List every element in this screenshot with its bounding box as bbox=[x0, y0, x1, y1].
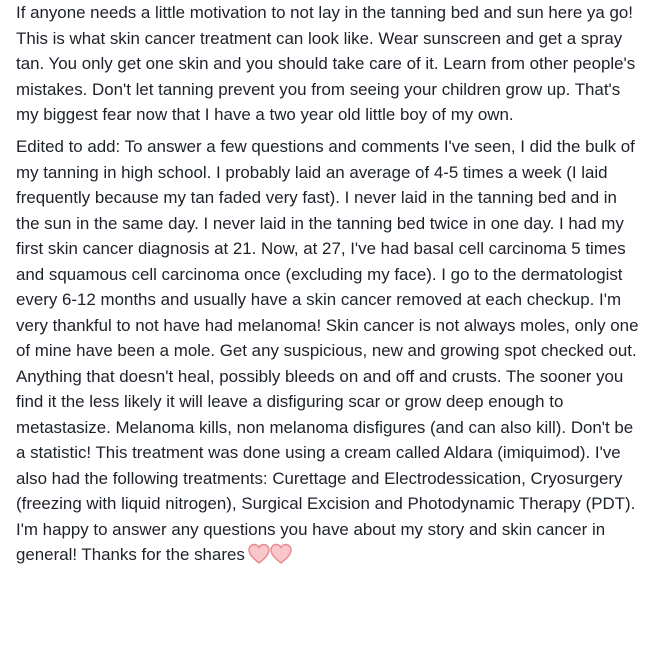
post-paragraph-2 bbox=[16, 134, 641, 568]
post-paragraph-2-text: Edited to add: To answer a few questions and comments I've seen, I did the bulk of my tanning in high school. I probably laid an average of 4-5 times a week (I laid frequently because my tan faded very fast). I never laid in the tanning bed and in the sun in the same day. I never laid in the tanning bed twice in one day. I had my first skin cancer diagnosis at 21. Now, at 27, I've had basal cell carcinoma 5 times and squamous cell carcinoma once (excluding my face). I go to the dermatologist every 6-12 months and usually have a skin cancer removed at each checkup. I'm very thankful to not have had melanoma! Skin cancer is not always moles, only one of mine have been a mole. Get any suspicious, new and growing spot checked out. Anything that doesn't heal, possibly bleeds on and off and crusts. The sooner you find it the less likely it will leave a disfiguring scar or grow deep enough to metastasize. Melanoma kills, non melanoma disfigures (and can also kill). Don't be a statistic! This treatment was done using a cream called Aldara (imiquimod). I've also had the following treatments: Curettage and Electrodessication, Cryosurgery (freezing with liquid nitrogen), Surgical Excision and Photodynamic Therapy (PDT). I'm happy to answer any questions you have about my story and skin cancer in general! Thanks for the shares bbox=[16, 137, 639, 564]
heart-left-icon bbox=[249, 545, 269, 564]
post-body bbox=[16, 0, 641, 568]
two-hearts-icon bbox=[248, 543, 292, 565]
heart-right-icon bbox=[271, 545, 291, 564]
post-paragraph-1 bbox=[16, 0, 641, 128]
post-paragraph-1-text: If anyone needs a little motivation to not lay in the tanning bed and sun here ya go! This is what skin cancer treatment can look like. Wear sunscreen and get a spray tan. You only get one skin and you should take care of it. Learn from other people's mistakes. Don't let tanning prevent you from seeing your children grow up. That's my biggest fear now that I have a two year old little boy of my own. bbox=[16, 3, 636, 124]
